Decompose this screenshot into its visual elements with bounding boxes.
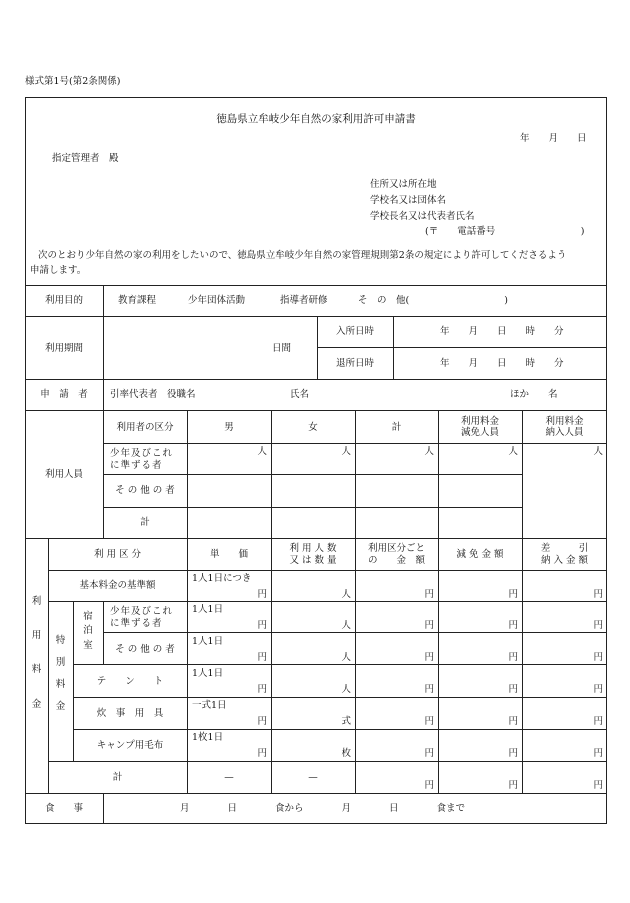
yen: 円 <box>593 716 603 727</box>
special-fee-label: 特 別 料 金 <box>55 635 66 712</box>
checkin-label: 入所日時 <box>335 326 374 337</box>
users-header-total: 計 <box>391 422 402 433</box>
yen: 円 <box>508 620 518 631</box>
users-header-paying: 利用料金 納入人員 <box>545 416 584 439</box>
yen: 円 <box>593 684 603 695</box>
users-row-youth: 少年及びこれ に準ずる者 <box>110 448 174 472</box>
users-row-other: そ の 他 の 者 <box>115 485 175 496</box>
fees-total-label: 計 <box>112 772 123 783</box>
date-line: 年 月 日 <box>520 133 587 144</box>
fees-header-quantity: 利 用 人 数 又 は 数 量 <box>289 543 337 567</box>
yen: 円 <box>593 748 603 759</box>
addressee: 指定管理者 殿 <box>52 153 119 164</box>
unit: 人 <box>341 620 351 631</box>
others-count[interactable]: ほか 名 <box>510 389 558 400</box>
yen: 円 <box>424 620 434 631</box>
users-header-male: 男 <box>224 422 234 433</box>
unit: 式 <box>341 716 351 727</box>
leader-name[interactable]: 氏名 <box>290 389 310 400</box>
yen: 円 <box>508 684 518 695</box>
fee-row-label: キャンプ用毛布 <box>96 740 164 751</box>
purpose-education[interactable]: 教育課程 <box>118 295 157 306</box>
period-label: 利用期間 <box>44 343 83 354</box>
purpose-youth-group[interactable]: 少年団体活動 <box>188 295 246 306</box>
fee-row-price: 1枚1日 <box>192 732 224 743</box>
yen: 円 <box>257 589 267 600</box>
fees-header-exemption: 減 免 金 額 <box>456 549 504 560</box>
yen: 円 <box>257 620 267 631</box>
fee-row-label: そ の 他 の 者 <box>115 644 175 655</box>
form-title: 徳島県立牟岐少年自然の家利用許可申請書 <box>216 113 416 125</box>
lodging-label: 宿 泊 室 <box>83 611 93 651</box>
unit-person: 人 <box>424 446 434 457</box>
leader-title[interactable]: 引率代表者 役職名 <box>110 389 196 400</box>
fees-header-payable: 差 引 納 入 金 額 <box>540 543 589 567</box>
fee-row-label: テ ン ト <box>96 676 164 687</box>
yen: 円 <box>508 589 518 600</box>
fee-row-label: 炊 事 用 具 <box>96 708 164 719</box>
unit-person: 人 <box>341 446 351 457</box>
fee-row-price: 1人1日 <box>192 668 224 679</box>
fee-row-price: 一式1日 <box>192 700 227 711</box>
yen: 円 <box>424 684 434 695</box>
fee-row-price: 1人1日 <box>192 604 224 615</box>
meal-label: 食 事 <box>44 803 83 814</box>
address-field[interactable]: 住所又は所在地 <box>370 179 437 190</box>
base-fee-price: 1人1日につき <box>192 573 252 584</box>
unit: 人 <box>341 684 351 695</box>
unit: 枚 <box>341 748 351 759</box>
yen: 円 <box>593 620 603 631</box>
fees-header-amount: 利用区分ごと の 金 額 <box>367 543 425 567</box>
yen: 円 <box>508 780 518 791</box>
unit: 人 <box>341 652 351 663</box>
yen: 円 <box>257 684 267 695</box>
yen: 円 <box>424 652 434 663</box>
yen: 円 <box>593 652 603 663</box>
yen: 円 <box>424 716 434 727</box>
users-header-category: 利用者の区分 <box>116 422 174 433</box>
unit-person: 人 <box>593 446 603 457</box>
unit-person: 人 <box>508 446 518 457</box>
yen: 円 <box>508 652 518 663</box>
dash: — <box>224 772 234 783</box>
yen: 円 <box>257 652 267 663</box>
yen: 円 <box>508 716 518 727</box>
unit: 人 <box>341 589 351 600</box>
yen: 円 <box>257 716 267 727</box>
form-number: 様式第1号(第2条関係) <box>25 76 121 87</box>
base-fee-label: 基本料金の基準額 <box>79 580 156 591</box>
yen: 円 <box>593 780 603 791</box>
checkin-datetime[interactable]: 年 月 日 時 分 <box>440 326 564 337</box>
users-row-total: 計 <box>140 517 150 528</box>
phone-field[interactable]: (〒 電話番号 ) <box>425 226 585 237</box>
representative-field[interactable]: 学校長名又は代表者氏名 <box>370 211 475 222</box>
request-text-2: 申請します。 <box>30 265 87 276</box>
organization-field[interactable]: 学校名又は団体名 <box>370 195 447 206</box>
users-label: 利用人員 <box>44 469 83 480</box>
yen: 円 <box>424 589 434 600</box>
yen: 円 <box>593 589 603 600</box>
period-days-label: 日間 <box>272 343 292 354</box>
dash: — <box>308 772 318 783</box>
users-header-female: 女 <box>308 422 318 433</box>
yen: 円 <box>257 748 267 759</box>
purpose-label: 利用目的 <box>44 295 83 306</box>
yen: 円 <box>424 748 434 759</box>
fee-row-price: 1人1日 <box>192 636 224 647</box>
fees-side-label: 利 用 料 金 <box>31 596 42 710</box>
checkout-datetime[interactable]: 年 月 日 時 分 <box>440 358 564 369</box>
fees-header-price: 単 価 <box>209 549 248 560</box>
unit-person: 人 <box>257 446 267 457</box>
purpose-leader-training[interactable]: 指導者研修 <box>280 295 328 306</box>
fee-row-label: 少年及びこれ に準ずる者 <box>110 606 174 630</box>
yen: 円 <box>508 748 518 759</box>
applicant-label: 申 請 者 <box>40 389 88 400</box>
request-text: 次のとおり少年自然の家の利用をしたいので、徳島県立牟岐少年自然の家管理規則第2条の規定により許可してくださるよう <box>38 250 567 261</box>
users-header-exempt: 利用料金 減免人員 <box>460 416 499 439</box>
purpose-other[interactable]: そ の 他( ) <box>358 295 508 306</box>
meal-text[interactable]: 月 日 食から 月 日 食まで <box>180 803 466 814</box>
fees-header-category: 利 用 区 分 <box>93 549 142 560</box>
yen: 円 <box>424 780 434 791</box>
checkout-label: 退所日時 <box>335 358 374 369</box>
